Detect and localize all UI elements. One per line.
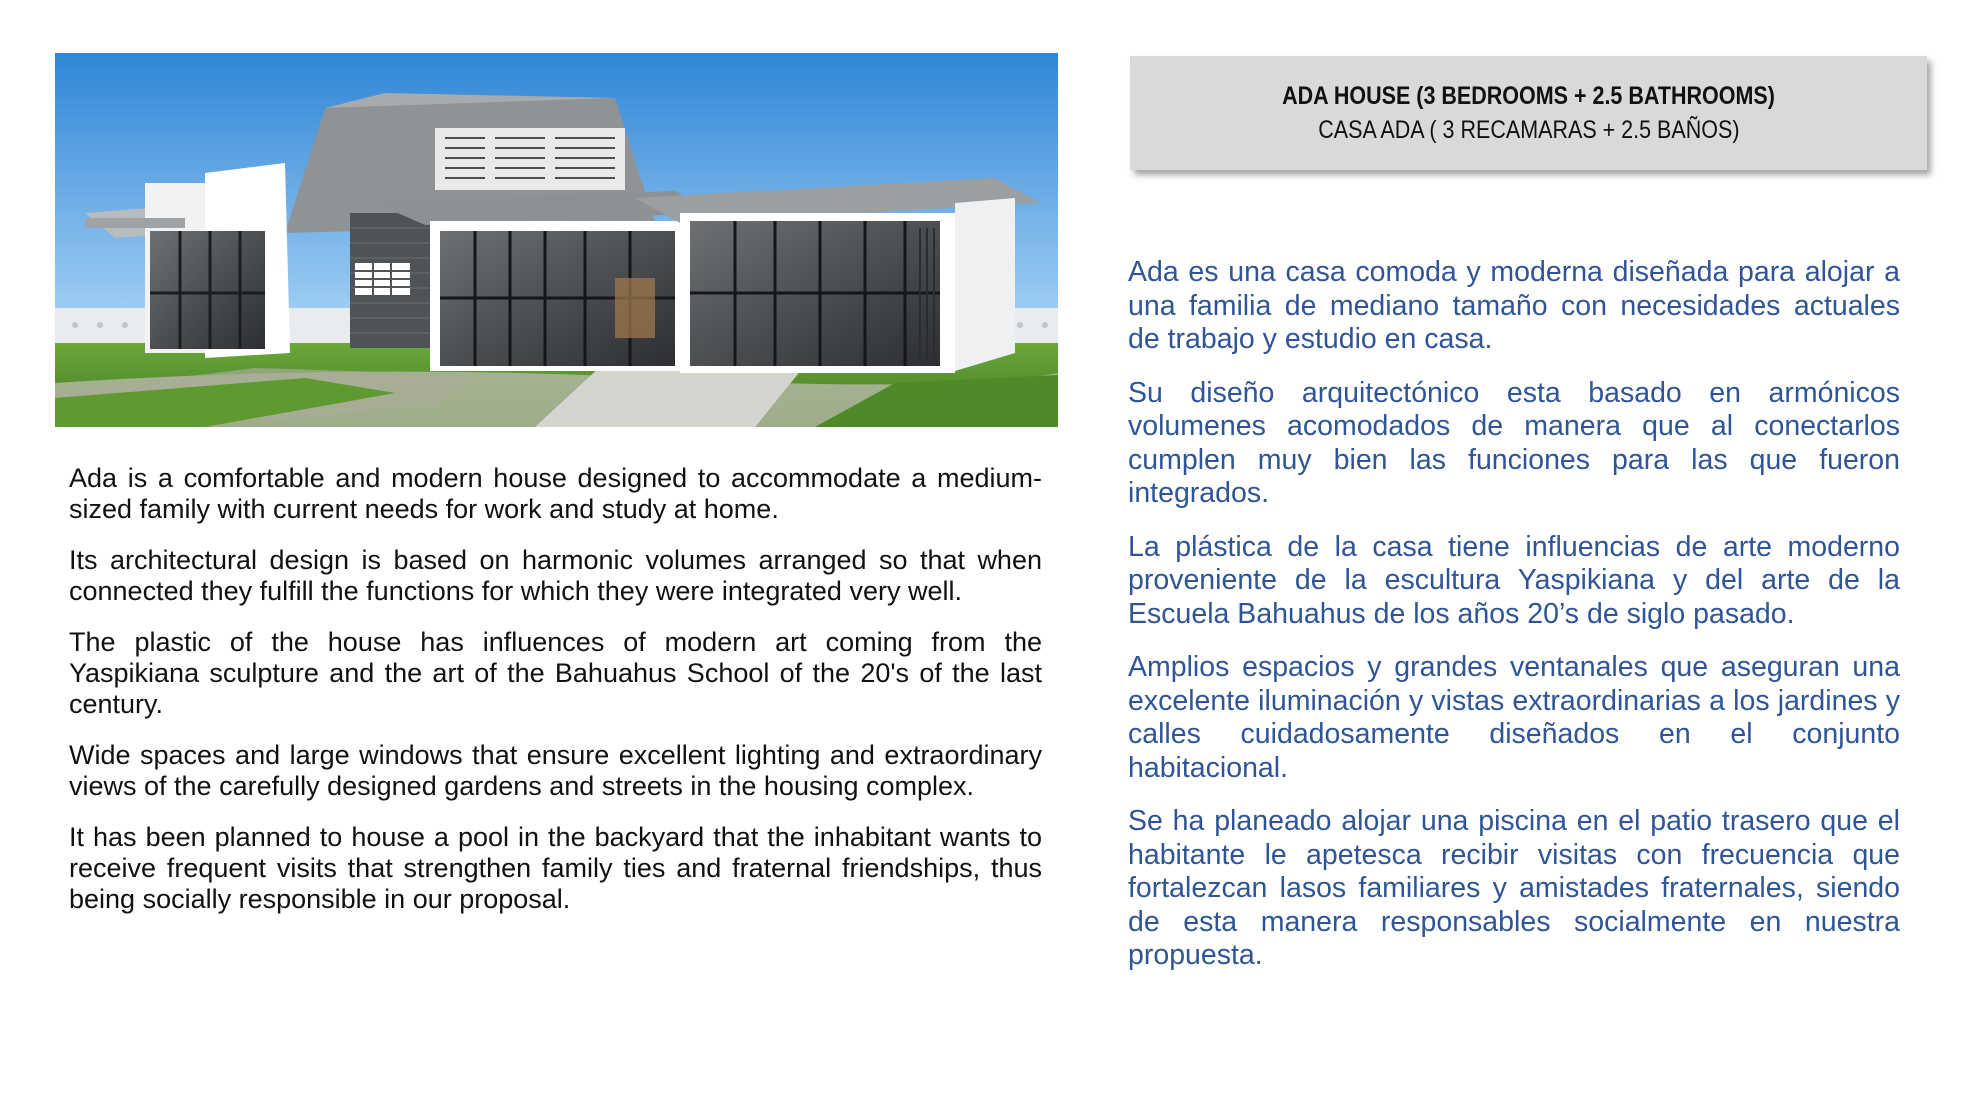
english-paragraph: Ada is a comfortable and modern house designed to accommodate a medium-sized family with current needs for work and study at home. [69,463,1042,524]
title-spanish: CASA ADA ( 3 RECAMARAS + 2.5 BAÑOS) [1317,116,1740,144]
english-paragraph: It has been planned to house a pool in the backyard that the inhabitant wants to receive frequent visits that strengthen family ties and fraternal friendships, thus being socially responsible in our proposal. [69,822,1042,914]
title-english: ADA HOUSE (3 BEDROOMS + 2.5 BATHROOMS) [1282,82,1775,110]
spanish-paragraph: Ada es una casa comoda y moderna diseñada para alojar a una familia de mediano tamaño con necesidades actuales de trabajo y estudio en casa. [1128,256,1900,355]
spanish-paragraph: Se ha planeado alojar una piscina en el patio trasero que el habitante le apetesca recibir visitas con frecuencia que fortalezcan lasos familiares y amistades fraternales, siendo de esta manera responsables socialmente en nuestra propuesta. [1128,805,1900,971]
english-paragraph: Its architectural design is based on harmonic volumes arranged so that when connected they fulfill the functions for which they were integrated very well. [69,545,1042,606]
title-box [1130,56,1927,170]
spanish-paragraph: La plástica de la casa tiene influencias de arte moderno proveniente de la escultura Yaspikiana y del arte de la Escuela Bahuahus de los años 20’s de siglo pasado. [1128,530,1900,630]
house-render-image [55,53,1058,427]
spanish-paragraph: Su diseño arquitectónico esta basado en armónicos volumenes acomodados de manera que al conectarlos cumplen muy bien las funciones para las que fueron integrados. [1128,376,1900,509]
english-description [69,463,1042,935]
english-paragraph: The plastic of the house has influences of modern art coming from the Yaspikiana sculpture and the art of the Bahuahus School of the 20's of the last century. [69,627,1042,719]
spanish-description [1128,256,1900,993]
spanish-paragraph: Amplios espacios y grandes ventanales que aseguran una excelente iluminación y vistas extraordinarias a los jardines y calles cuidadosamente diseñados en el conjunto habitacional. [1128,651,1900,784]
english-paragraph: Wide spaces and large windows that ensure excellent lighting and extraordinary views of the carefully designed gardens and streets in the housing complex. [69,740,1042,801]
